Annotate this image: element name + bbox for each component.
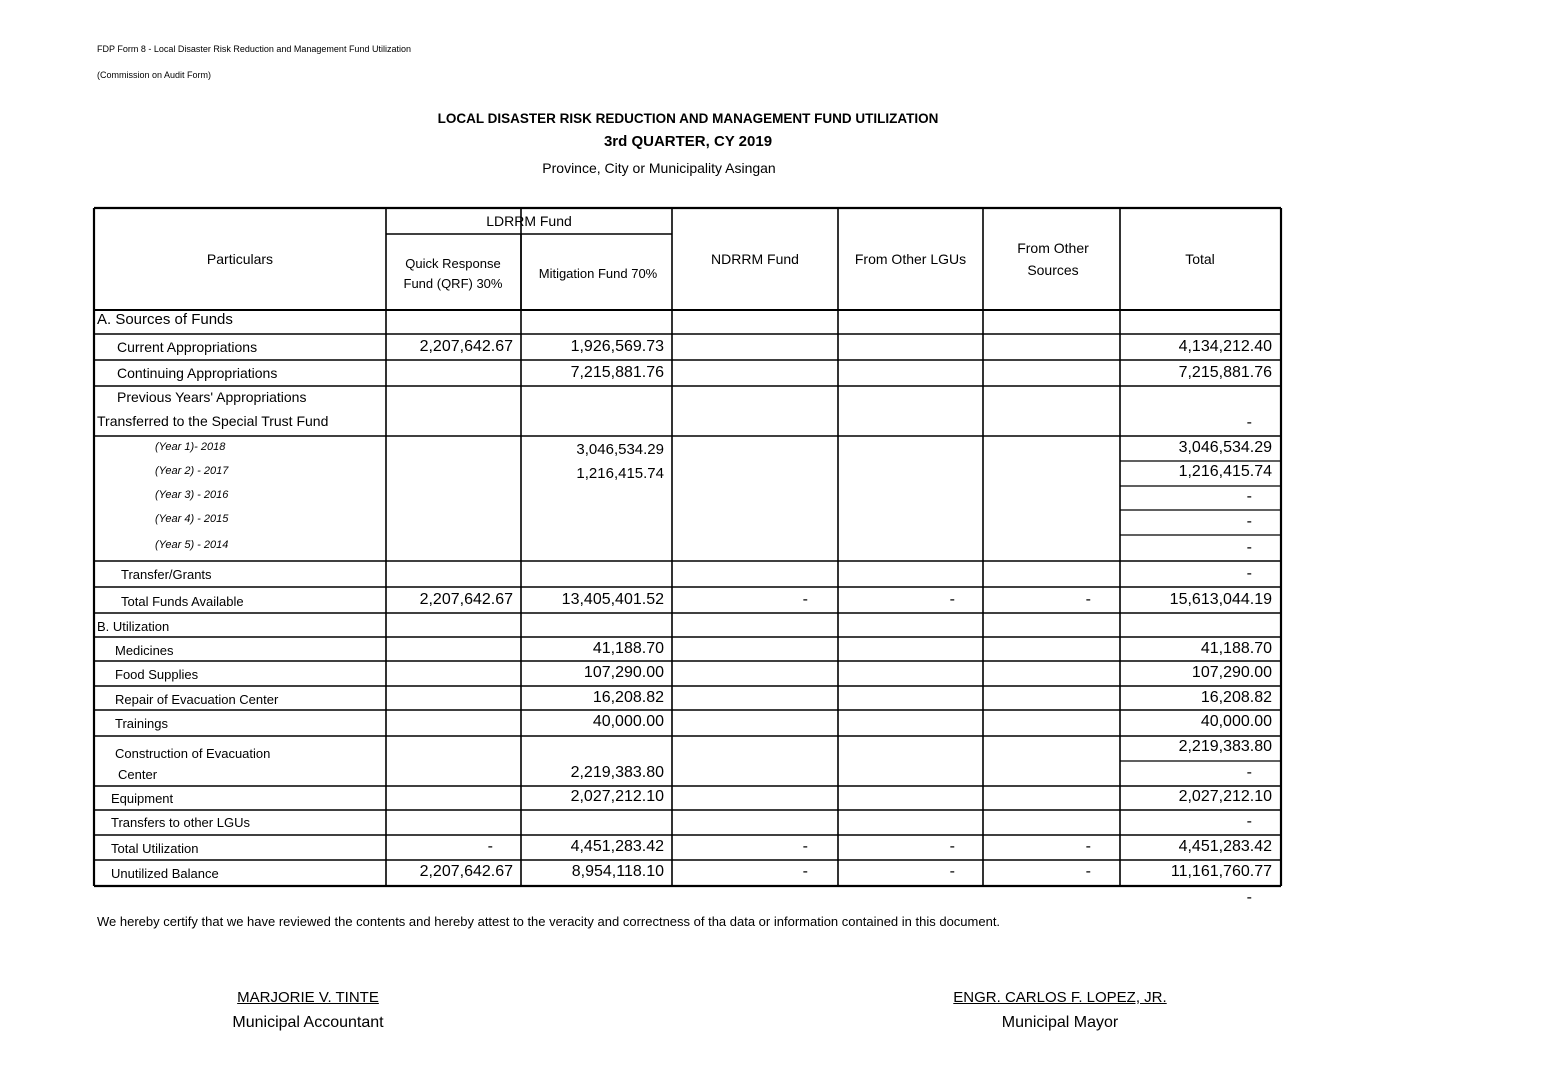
total-trainings: 40,000.00 bbox=[1200, 713, 1272, 730]
document-title: LOCAL DISASTER RISK REDUCTION AND MANAGEMENT FUND UTILIZATION bbox=[437, 111, 939, 126]
form-source: (Commission on Audit Form) bbox=[97, 70, 212, 80]
row-label-2014: (Year 5) - 2014 bbox=[155, 539, 229, 551]
total-construction-1: 2,219,383.80 bbox=[1178, 738, 1272, 755]
row-label-2018: (Year 1)- 2018 bbox=[155, 441, 226, 453]
total-total-util: 4,451,283.42 bbox=[1178, 838, 1272, 855]
row-label-medicines: Medicines bbox=[115, 643, 174, 658]
row-label-unutilized: Unutilized Balance bbox=[111, 866, 219, 881]
sources-unutilized: - bbox=[1085, 863, 1091, 880]
trailing-dash: - bbox=[1246, 889, 1252, 906]
row-label-food: Food Supplies bbox=[115, 667, 199, 682]
row-label-trainings: Trainings bbox=[115, 716, 168, 731]
row-label-total-funds: Total Funds Available bbox=[121, 594, 244, 609]
row-label-continuing: Continuing Appropriations bbox=[117, 365, 278, 381]
total-equipment: 2,027,212.10 bbox=[1178, 788, 1272, 805]
lgus-unutilized: - bbox=[949, 863, 955, 880]
row-label-construction-1: Construction of Evacuation bbox=[115, 746, 271, 761]
mit-continuing: 7,215,881.76 bbox=[570, 364, 664, 381]
row-label-2016: (Year 3) - 2016 bbox=[155, 489, 229, 501]
total-repair: 16,208.82 bbox=[1200, 689, 1272, 706]
mit-unutilized: 8,954,118.10 bbox=[571, 863, 664, 880]
row-label-total-util: Total Utilization bbox=[111, 841, 199, 856]
mit-current: 1,926,569.73 bbox=[570, 338, 664, 355]
total-previous: - bbox=[1246, 414, 1252, 431]
signatory-mayor-title: Municipal Mayor bbox=[1001, 1014, 1119, 1031]
header-total: Total bbox=[1185, 251, 1215, 267]
total-2016: - bbox=[1246, 488, 1252, 505]
mit-food: 107,290.00 bbox=[583, 664, 664, 681]
total-2018: 3,046,534.29 bbox=[1178, 439, 1272, 456]
qrf-unutilized: 2,207,642.67 bbox=[419, 863, 513, 880]
total-transfers-lgus: - bbox=[1246, 813, 1252, 830]
row-label-current: Current Appropriations bbox=[117, 339, 258, 355]
mit-total-funds: 13,405,401.52 bbox=[561, 591, 664, 608]
row-label-transfers-lgus: Transfers to other LGUs bbox=[111, 815, 250, 830]
certification-text: We hereby certify that we have reviewed the contents and hereby attest to the veracity and correctness of tha data or information contained in this document. bbox=[97, 914, 1001, 929]
signatory-accountant-title: Municipal Accountant bbox=[232, 1014, 384, 1031]
row-label-2015: (Year 4) - 2015 bbox=[155, 513, 229, 525]
sources-total-funds: - bbox=[1085, 591, 1091, 608]
mit-construction: 2,219,383.80 bbox=[570, 764, 664, 781]
period-title: 3rd QUARTER, CY 2019 bbox=[603, 133, 773, 150]
lgus-total-util: - bbox=[949, 838, 955, 855]
row-label-previous-1: Previous Years' Appropriations bbox=[117, 389, 307, 405]
row-label-repair: Repair of Evacuation Center bbox=[115, 692, 279, 707]
row-label-2017: (Year 2) - 2017 bbox=[155, 465, 229, 477]
mit-equipment: 2,027,212.10 bbox=[570, 788, 664, 805]
header-ndrrm: NDRRM Fund bbox=[711, 251, 799, 267]
total-transfer: - bbox=[1246, 565, 1252, 582]
ndrrm-total-util: - bbox=[802, 838, 808, 855]
row-label-transfer: Transfer/Grants bbox=[121, 567, 212, 582]
row-label-equipment: Equipment bbox=[111, 791, 174, 806]
header-other-sources: From Other Sources bbox=[1017, 240, 1089, 278]
header-other-lgus: From Other LGUs bbox=[854, 251, 967, 267]
ndrrm-unutilized: - bbox=[802, 863, 808, 880]
header-qrf: Quick Response Fund (QRF) 30% bbox=[403, 256, 503, 291]
qrf-total-util: - bbox=[487, 838, 493, 855]
header-ldrrm: LDRRM Fund bbox=[486, 213, 572, 229]
qrf-current: 2,207,642.67 bbox=[419, 338, 513, 355]
row-label-construction-2: Center bbox=[118, 767, 158, 782]
total-2014: - bbox=[1246, 539, 1252, 556]
ndrrm-total-funds: - bbox=[802, 591, 808, 608]
section-utilization: B. Utilization bbox=[97, 619, 170, 634]
total-food: 107,290.00 bbox=[1191, 664, 1272, 681]
total-construction-2: - bbox=[1246, 764, 1252, 781]
section-sources: A. Sources of Funds bbox=[97, 311, 233, 328]
mit-repair: 16,208.82 bbox=[592, 689, 664, 706]
total-current: 4,134,212.40 bbox=[1178, 338, 1272, 355]
mit-medicines: 41,188.70 bbox=[592, 640, 664, 657]
form-reference: FDP Form 8 - Local Disaster Risk Reduction and Management Fund Utilization bbox=[97, 44, 411, 54]
total-total-funds: 15,613,044.19 bbox=[1169, 591, 1272, 608]
locality-label: Province, City or Municipality Asingan bbox=[542, 160, 776, 176]
signatory-mayor-name: ENGR. CARLOS F. LOPEZ, JR. bbox=[953, 989, 1167, 1006]
row-label-previous-2: Transferred to the Special Trust Fund bbox=[97, 413, 329, 429]
lgus-total-funds: - bbox=[949, 591, 955, 608]
mit-2018: 3,046,534.29 bbox=[576, 441, 664, 458]
total-medicines: 41,188.70 bbox=[1200, 640, 1272, 657]
total-2017: 1,216,415.74 bbox=[1178, 463, 1272, 480]
header-mitigation: Mitigation Fund 70% bbox=[538, 266, 658, 281]
sources-total-util: - bbox=[1085, 838, 1091, 855]
mit-trainings: 40,000.00 bbox=[592, 713, 664, 730]
total-continuing: 7,215,881.76 bbox=[1178, 364, 1272, 381]
header-particulars: Particulars bbox=[206, 251, 274, 267]
mit-2017: 1,216,415.74 bbox=[576, 465, 664, 482]
mit-total-util: 4,451,283.42 bbox=[570, 838, 664, 855]
signatory-accountant-name: MARJORIE V. TINTE bbox=[237, 989, 379, 1006]
total-2015: - bbox=[1246, 513, 1252, 530]
total-unutilized: 11,161,760.77 bbox=[1170, 863, 1272, 880]
qrf-total-funds: 2,207,642.67 bbox=[419, 591, 513, 608]
